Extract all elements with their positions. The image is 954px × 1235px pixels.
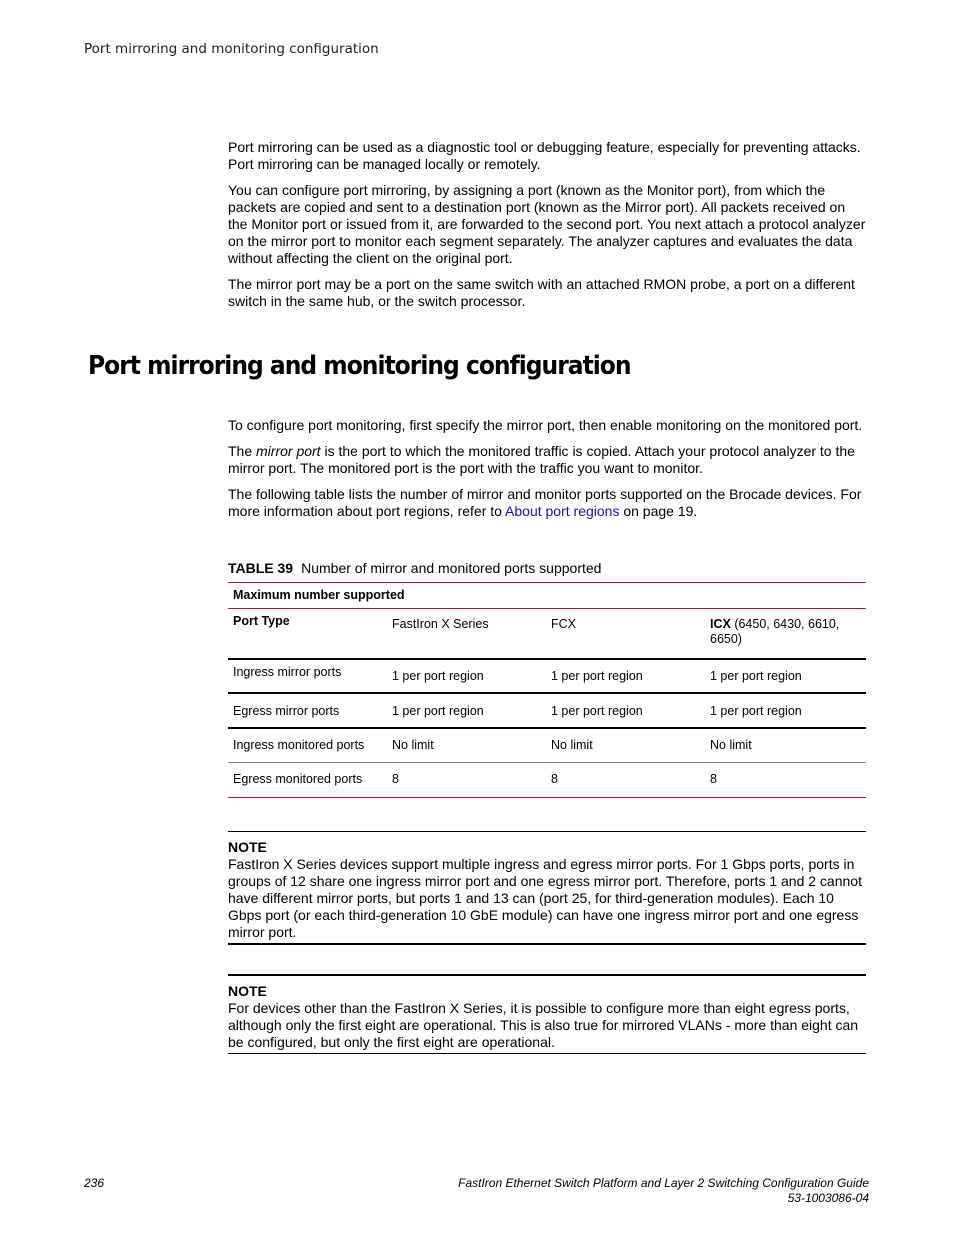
table-caption-text: Number of mirror and monitored ports supported [301, 560, 602, 576]
emphasis-term: mirror port [256, 443, 321, 459]
header-fcx: FCX [551, 617, 576, 631]
cell-port-type: Egress mirror ports [233, 703, 340, 718]
header-icx-name: ICX [710, 617, 731, 631]
intro-section [228, 139, 866, 310]
cell-port-type: Egress monitored ports [233, 772, 363, 786]
group-header-cell: Maximum number supported [233, 588, 405, 602]
section-paragraph-1: To configure port monitoring, first specify the mirror port, then enable monitoring on the monitored port. [228, 417, 863, 433]
note-text: FastIron X Series devices support multiple ingress and egress mirror ports. For 1 Gbps ports, ports in groups of 12 share one ingress mirror port and one egress mirror port. Therefore, ports 1 and 2 cannot have different mirror ports, but ports 1 and 13 can (port 25, for third-generation modules). Each 10 Gbps port (or each third-generation 10 GbE module) can have one ingress mirror port and one egress mirror port. [228, 856, 862, 940]
intro-paragraph-3: The mirror port may be a port on the same switch with an attached RMON probe, a port on a different switch in the same hub, or the switch processor. [228, 276, 855, 309]
table-row [228, 728, 866, 763]
paragraph-text: The [228, 443, 257, 459]
cell-icx: 8 [710, 772, 717, 786]
cell-fastiron: 1 per port region [392, 703, 484, 718]
note-title: NOTE [228, 839, 267, 855]
intro-paragraph-2: You can configure port mirroring, by assigning a port (known as the Monitor port), from which the packets are copied and sent to a destination port (known as the Mirror port). All packets received on the Monitor port or issued from it, are forwarded to the second port. You next attach a protocol analyzer on the mirror port to monitor each segment separately. The analyzer captures and evaluates the data without affecting the client on the original port. [228, 182, 866, 266]
header-fastiron: FastIron X Series [392, 617, 489, 631]
section-paragraph-3 [228, 486, 866, 520]
section-body [228, 417, 866, 520]
cell-icx: No limit [710, 737, 752, 752]
table-row [228, 763, 866, 798]
cell-icx: 1 per port region [710, 703, 802, 718]
cell-fastiron: 1 per port region [392, 668, 484, 683]
footer-doc-title: FastIron Ethernet Switch Platform and Layer 2 Switching Configuration Guide [458, 1176, 869, 1190]
cell-port-type: Ingress mirror ports [233, 664, 342, 679]
cell-fcx: 1 per port region [551, 668, 643, 683]
note-box-1 [228, 831, 866, 945]
header-icx [705, 609, 866, 659]
ports-table-wrapper [228, 582, 866, 798]
table-row [228, 659, 866, 693]
paragraph-text: The following table lists the number of mirror and monitor ports supported on the Brocade devices. For more information about port regions, refer to [228, 486, 862, 519]
cell-fastiron: 8 [392, 772, 399, 786]
header-port-type: Port Type [233, 614, 290, 628]
note-text: For devices other than the FastIron X Series, it is possible to configure more than eight egress ports, although only the first eight are operational. This is also true for mirrored VLANs - more than eight can be configured, but only the first eight are operational. [228, 1000, 859, 1050]
table-label: TABLE 39 [228, 560, 294, 576]
intro-paragraph-1: Port mirroring can be used as a diagnostic tool or debugging feature, especially for preventing attacks. Port mirroring can be managed locally or remotely. [228, 139, 861, 172]
footer-doc-info [458, 1176, 869, 1206]
table-caption [228, 560, 866, 576]
table-group-header-row [228, 583, 866, 609]
section-paragraph-2 [228, 443, 866, 477]
table-header-row [228, 609, 866, 659]
cell-fcx: 1 per port region [551, 703, 643, 718]
table-row [228, 693, 866, 728]
cell-icx: 1 per port region [710, 668, 802, 683]
cell-fastiron: No limit [392, 737, 434, 752]
cell-port-type: Ingress monitored ports [233, 737, 365, 752]
ports-table [228, 582, 866, 798]
about-port-regions-link[interactable]: About port regions [505, 503, 620, 519]
cell-fcx: No limit [551, 737, 593, 752]
section-title: Port mirroring and monitoring configuration [88, 351, 631, 381]
note-box-2 [228, 974, 866, 1054]
note-title: NOTE [228, 983, 267, 999]
footer-doc-number: 53-1003086-04 [787, 1191, 869, 1205]
cell-fcx: 8 [551, 772, 558, 786]
paragraph-text: is the port to which the monitored traffic is copied. Attach your protocol analyzer to the mirror port. The monitored port is the port with the traffic you want to monitor. [228, 443, 855, 476]
paragraph-text: on page 19. [619, 503, 698, 519]
page-number: 236 [84, 1176, 105, 1190]
header-icx-models: (6450, 6430, 6610, 6650) [710, 617, 840, 646]
running-header: Port mirroring and monitoring configuration [84, 41, 379, 57]
